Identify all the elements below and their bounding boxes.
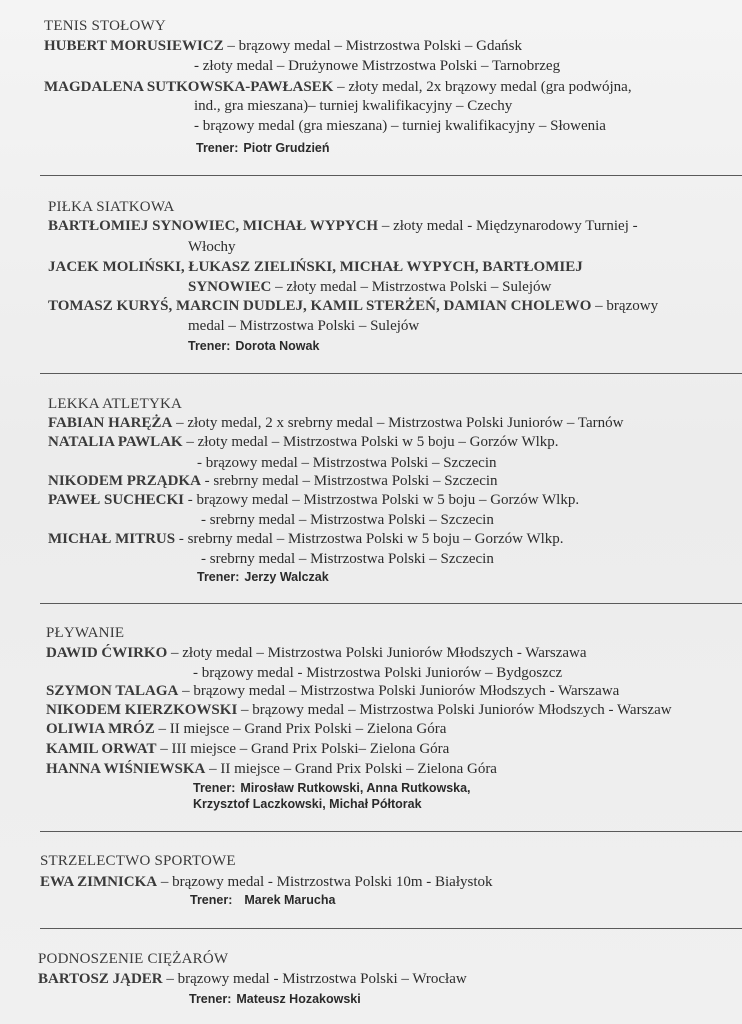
achievement: – brązowy medal – Mistrzostwa Polski – Gdańsk	[223, 38, 522, 54]
coach-name: Marek Marucha	[244, 893, 336, 907]
section-divider	[40, 175, 742, 176]
athlete-name: TOMASZ KURYŚ, MARCIN DUDLEJ, KAMIL STERŻEŃ, DAMIAN CHOLEWO	[48, 298, 592, 314]
coach-line	[196, 139, 330, 158]
athlete-entry	[48, 472, 498, 491]
coach-name: Jerzy Walczak	[244, 570, 329, 584]
athlete-entry	[46, 701, 672, 720]
athlete-entry	[48, 433, 559, 452]
achievement-continuation: medal – Mistrzostwa Polski – Sulejów	[188, 318, 420, 334]
athlete-name: KAMIL ORWAT	[46, 741, 157, 757]
section-divider	[40, 373, 742, 374]
athlete-name: SYNOWIEC	[188, 279, 272, 295]
achievement: - srebrny medal – Mistrzostwa Polski w 5 boju – Gorzów Wlkp.	[175, 531, 564, 547]
athlete-entry	[40, 873, 493, 892]
coach-name: Dorota Nowak	[235, 339, 320, 353]
coach-line	[197, 568, 329, 587]
achievement-continuation: - brązowy medal - Mistrzostwa Polski Juniorów – Bydgoszcz	[193, 665, 563, 681]
achievement-continuation: - srebrny medal – Mistrzostwa Polski – Szczecin	[201, 551, 494, 567]
achievement: – brązowy medal – Mistrzostwa Polski Juniorów Młodszych - Warszaw	[237, 702, 672, 718]
coach-line	[189, 990, 361, 1009]
athlete-name: NATALIA PAWLAK	[48, 434, 183, 450]
athlete-entry	[46, 760, 497, 779]
coach-name: Piotr Grudzień	[243, 141, 330, 155]
achievement-continuation: - srebrny medal – Mistrzostwa Polski – Szczecin	[201, 512, 494, 528]
coach-label: Trener:	[193, 781, 236, 795]
athlete-name: BARTOSZ JĄDER	[38, 971, 163, 987]
achievement: – złoty medal – Mistrzostwa Polski – Sulejów	[271, 279, 552, 295]
athlete-entry	[46, 644, 587, 663]
achievement-continuation: - złoty medal – Drużynowe Mistrzostwa Polski – Tarnobrzeg	[194, 58, 561, 74]
athlete-entry	[48, 530, 564, 549]
achievement: – brązowy medal - Mistrzostwa Polski 10m - Białystok	[157, 874, 493, 890]
achievement: – brązowy medal – Mistrzostwa Polski Juniorów Młodszych - Warszawa	[178, 683, 620, 699]
achievement: – brązowy medal - Mistrzostwa Polski – Wrocław	[162, 971, 467, 987]
athlete-name: MAGDALENA SUTKOWSKA-PAWŁASEK	[44, 79, 334, 95]
coach-name-continuation: Krzysztof Laczkowski, Michał Półtorak	[193, 797, 422, 811]
achievement: – złoty medal, 2 x srebrny medal – Mistrzostwa Polski Juniorów – Tarnów	[172, 415, 624, 431]
athlete-name: NIKODEM PRZĄDKA	[48, 473, 201, 489]
achievement: - srebrny medal – Mistrzostwa Polski – Szczecin	[200, 473, 498, 489]
section-title: STRZELECTWO SPORTOWE	[40, 853, 236, 869]
athlete-entry	[46, 720, 446, 739]
athlete-name: PAWEŁ SUCHECKI	[48, 492, 184, 508]
athlete-entry	[48, 491, 579, 510]
section-divider	[40, 603, 742, 604]
achievement: – złoty medal - Międzynarodowy Turniej -	[378, 218, 638, 234]
coach-line	[188, 337, 319, 356]
athlete-name: DAWID ĆWIRKO	[46, 645, 168, 661]
achievement: – złoty medal, 2x brązowy medal (gra podwójna,	[333, 79, 632, 95]
athlete-name: NIKODEM KIERZKOWSKI	[46, 702, 238, 718]
achievement: – złoty medal – Mistrzostwa Polski Juniorów Młodszych - Warszawa	[167, 645, 587, 661]
athlete-name: MICHAŁ MITRUS	[48, 531, 176, 547]
athlete-name: EWA ZIMNICKA	[40, 874, 158, 890]
coach-name: Mateusz Hozakowski	[236, 992, 361, 1006]
coach-name: Mirosław Rutkowski, Anna Rutkowska,	[240, 781, 471, 795]
achievement-continuation: - brązowy medal (gra mieszana) – turniej kwalifikacyjny – Słowenia	[194, 118, 606, 134]
section-title: PŁYWANIE	[46, 625, 125, 641]
athlete-entry-continuation	[188, 278, 551, 297]
athlete-entry	[48, 217, 638, 236]
achievement-continuation: Włochy	[188, 239, 236, 255]
athlete-name: HANNA WIŚNIEWSKA	[46, 761, 206, 777]
coach-label: Trener:	[188, 339, 231, 353]
athlete-entry	[38, 970, 467, 989]
achievement: – II miejsce – Grand Prix Polski – Zielona Góra	[205, 761, 497, 777]
athlete-entry	[46, 682, 619, 701]
coach-label: Trener:	[189, 992, 232, 1006]
athlete-entry	[44, 78, 632, 97]
coach-label: Trener:	[197, 570, 240, 584]
achievement: – II miejsce – Grand Prix Polski – Zielona Góra	[154, 721, 447, 737]
athlete-name: BARTŁOMIEJ SYNOWIEC, MICHAŁ WYPYCH	[48, 218, 379, 234]
coach-label: Trener:	[196, 141, 239, 155]
athlete-entry	[48, 258, 583, 277]
achievement-continuation: ind., gra mieszana)– turniej kwalifikacyjny – Czechy	[194, 98, 513, 114]
section-title: TENIS STOŁOWY	[44, 18, 166, 34]
section-title: PODNOSZENIE CIĘŻARÓW	[38, 951, 229, 967]
section-title: LEKKA ATLETYKA	[48, 396, 183, 412]
athlete-entry	[48, 414, 623, 433]
athlete-name: SZYMON TALAGA	[46, 683, 179, 699]
athlete-name: OLIWIA MRÓZ	[46, 721, 155, 737]
athlete-entry	[44, 37, 522, 56]
coach-label: Trener:	[190, 893, 233, 907]
coach-line	[190, 891, 335, 910]
athlete-name: JACEK MOLIŃSKI, ŁUKASZ ZIELIŃSKI, MICHAŁ WYPYCH, BARTŁOMIEJ	[48, 259, 583, 275]
achievement: - brązowy medal – Mistrzostwa Polski w 5 boju – Gorzów Wlkp.	[184, 492, 580, 508]
achievement: – brązowy	[591, 298, 659, 314]
athlete-entry	[46, 740, 449, 759]
athlete-name: FABIAN HARĘŻA	[48, 415, 173, 431]
achievement-continuation: - brązowy medal – Mistrzostwa Polski – Szczecin	[197, 455, 497, 471]
athlete-entry	[48, 297, 658, 316]
athlete-name: HUBERT MORUSIEWICZ	[44, 38, 224, 54]
section-divider	[40, 928, 742, 929]
achievement: – złoty medal – Mistrzostwa Polski w 5 boju – Gorzów Wlkp.	[182, 434, 559, 450]
achievement: – III miejsce – Grand Prix Polski– Zielona Góra	[156, 741, 450, 757]
section-title: PIŁKA SIATKOWA	[48, 199, 175, 215]
section-divider	[40, 831, 742, 832]
